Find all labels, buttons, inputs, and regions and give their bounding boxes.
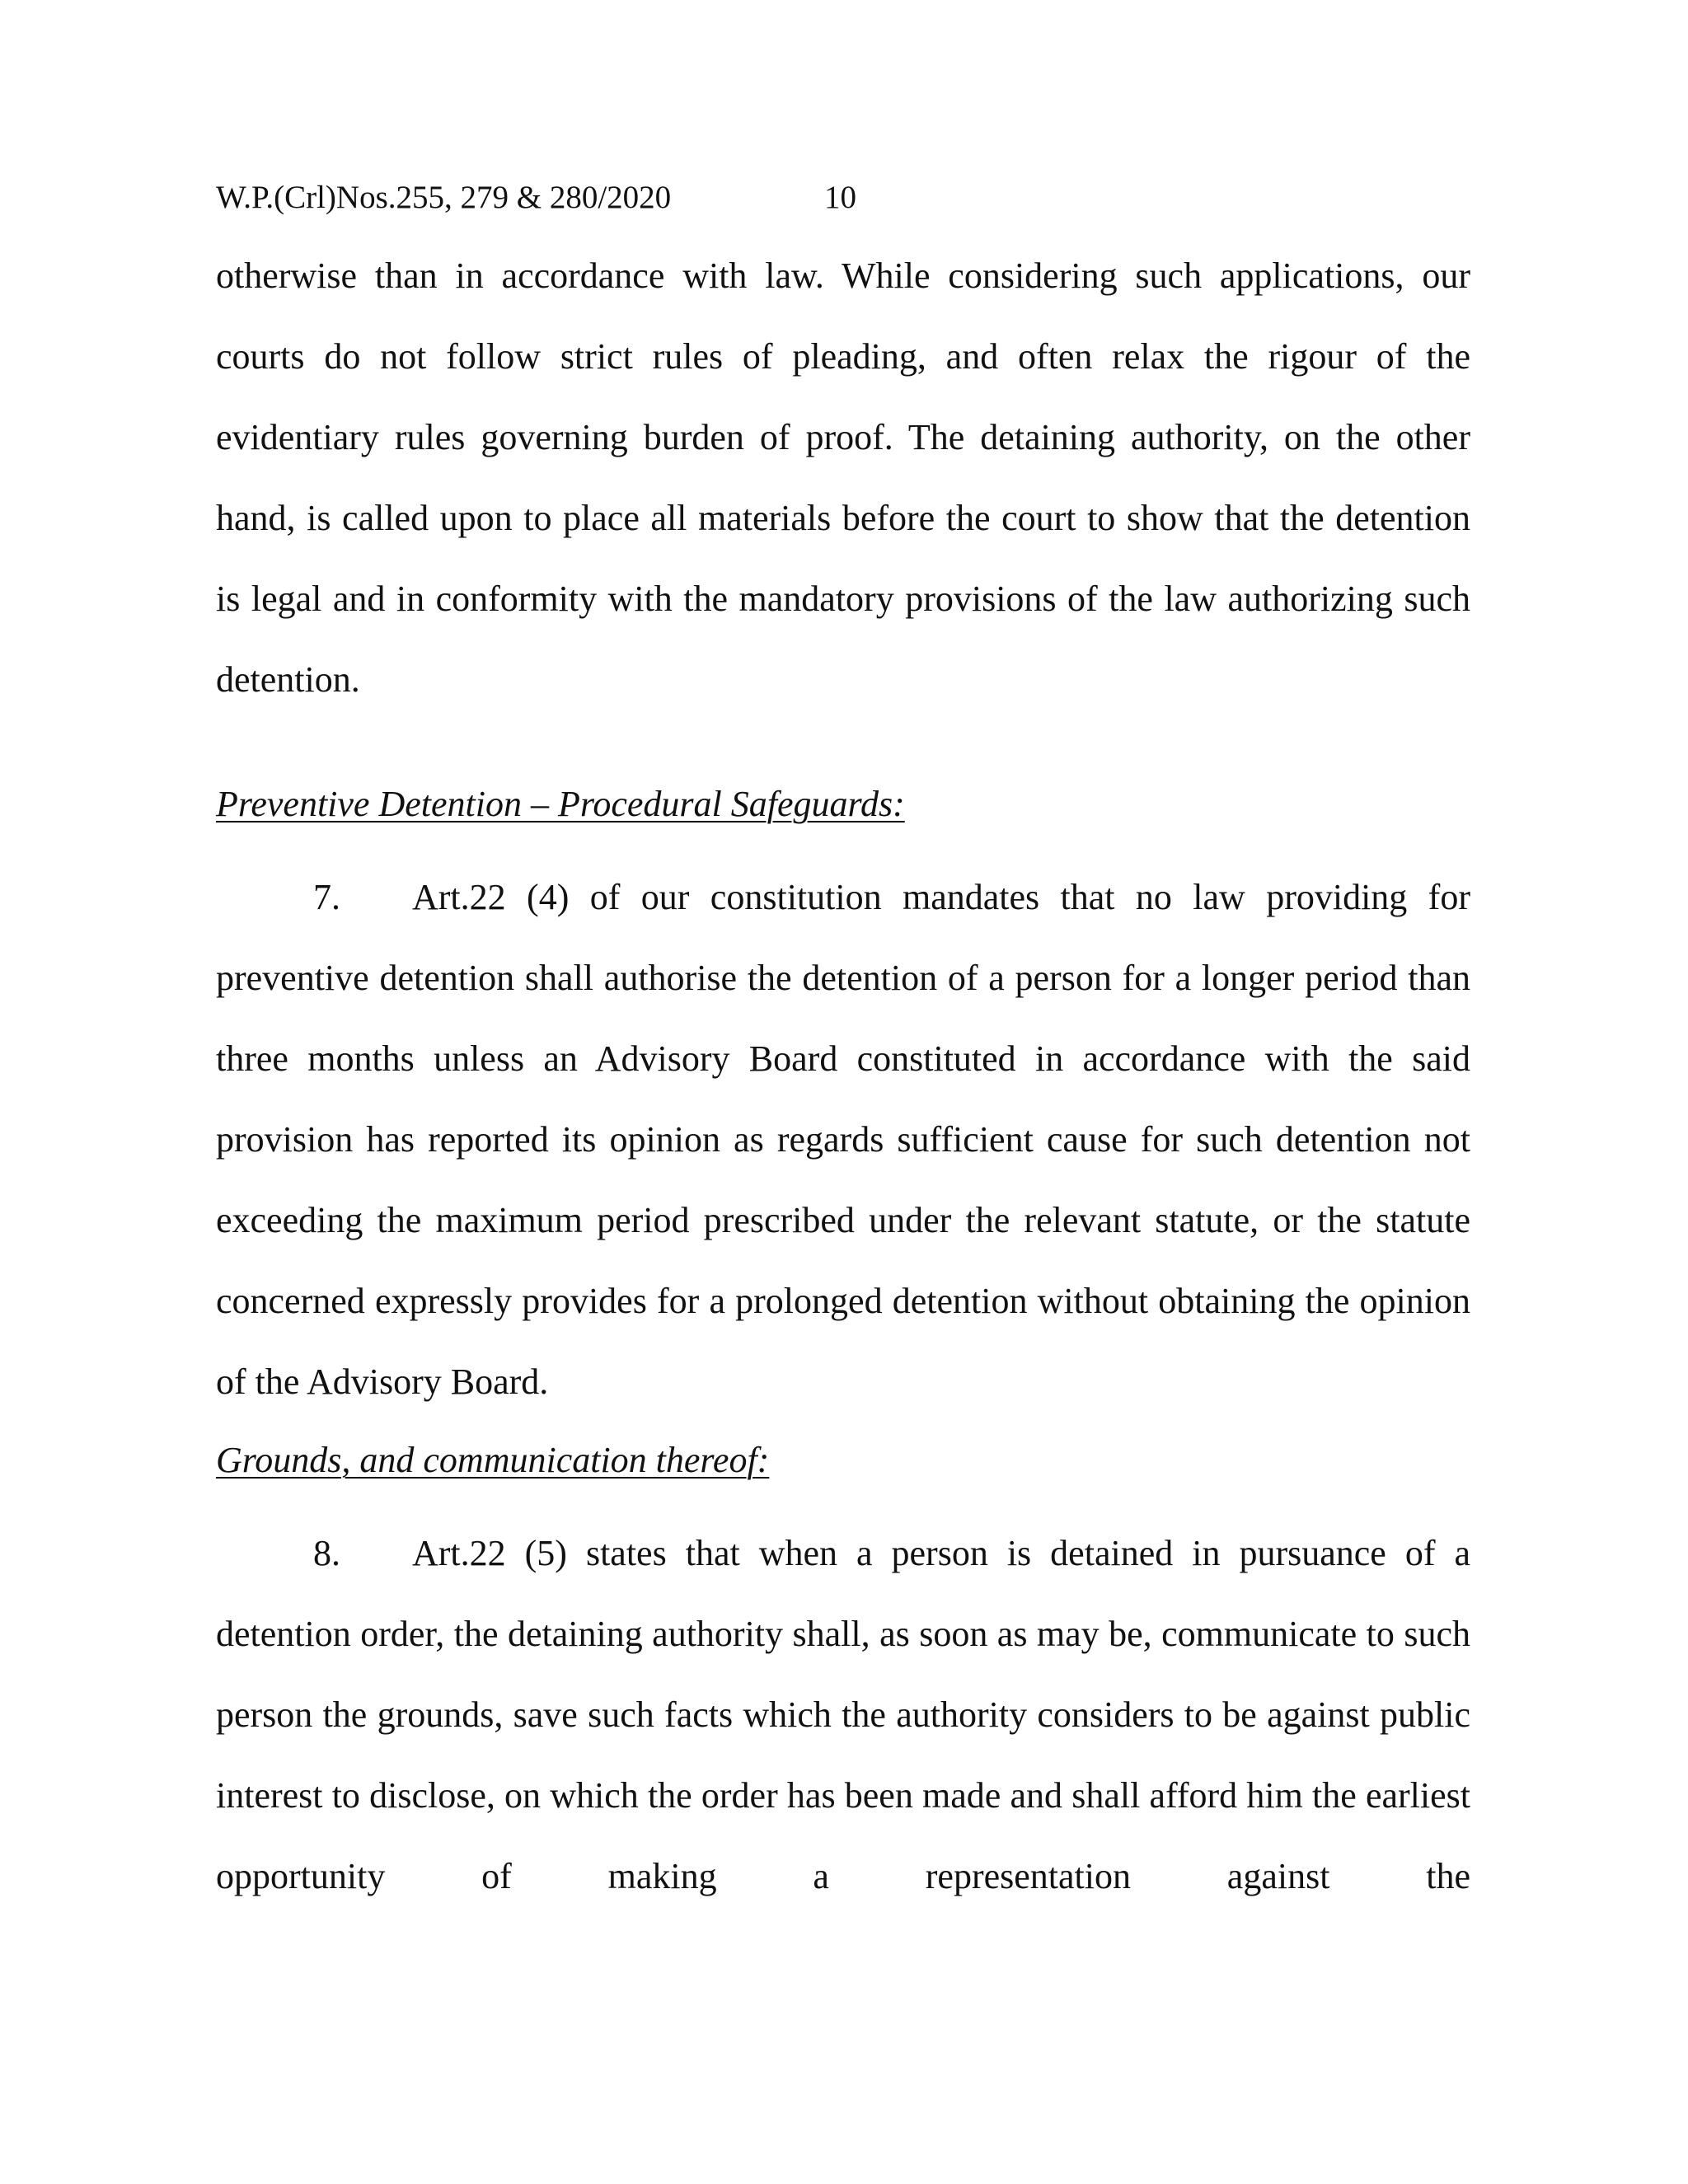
section-heading-preventive-detention: Preventive Detention – Procedural Safeguards: [216,784,905,824]
paragraph-7-number: 7. [313,877,340,917]
paragraph-8 [216,1513,1470,1917]
paragraph-7-text: Art.22 (4) of our constitution mandates that no law providing for preventive detention shall authorise the detention of a person for a longer period than three months unless an Advisory Board constituted in accordance with the said provision has reported its opinion as regards sufficient cause for such detention not exceeding the maximum period prescribed under the relevant statute, or the statute concerned expressly provides for a prolonged detention without obtaining the opinion of the Advisory Board. [216,877,1470,1402]
case-reference: W.P.(Crl)Nos.255, 279 & 280/2020 [216,180,672,215]
running-header [216,175,958,221]
page-number: 10 [824,180,856,215]
paragraph-7 [216,857,1470,1422]
section-heading-grounds: Grounds, and communication thereof: [216,1440,770,1480]
paragraph-continuation: otherwise than in accordance with law. While considering such applications, our courts do not follow strict rules of pleading, and often relax the rigour of the evidentiary rules governing burden of proof. The detaining authority, on the other hand, is called upon to place all materials before the court to show that the detention is legal and in conformity with the mandatory provisions of the law authorizing such detention. [216,255,1470,700]
paragraph-8-number: 8. [313,1533,340,1573]
paragraph-8-text: Art.22 (5) states that when a person is detained in pursuance of a detention order, the detaining authority shall, as soon as may be, communicate to such person the grounds, save such facts which the authority considers to be against public interest to disclose, on which the order has been made and shall afford him the earliest opportunity of making a representation against the [216,1533,1470,1896]
